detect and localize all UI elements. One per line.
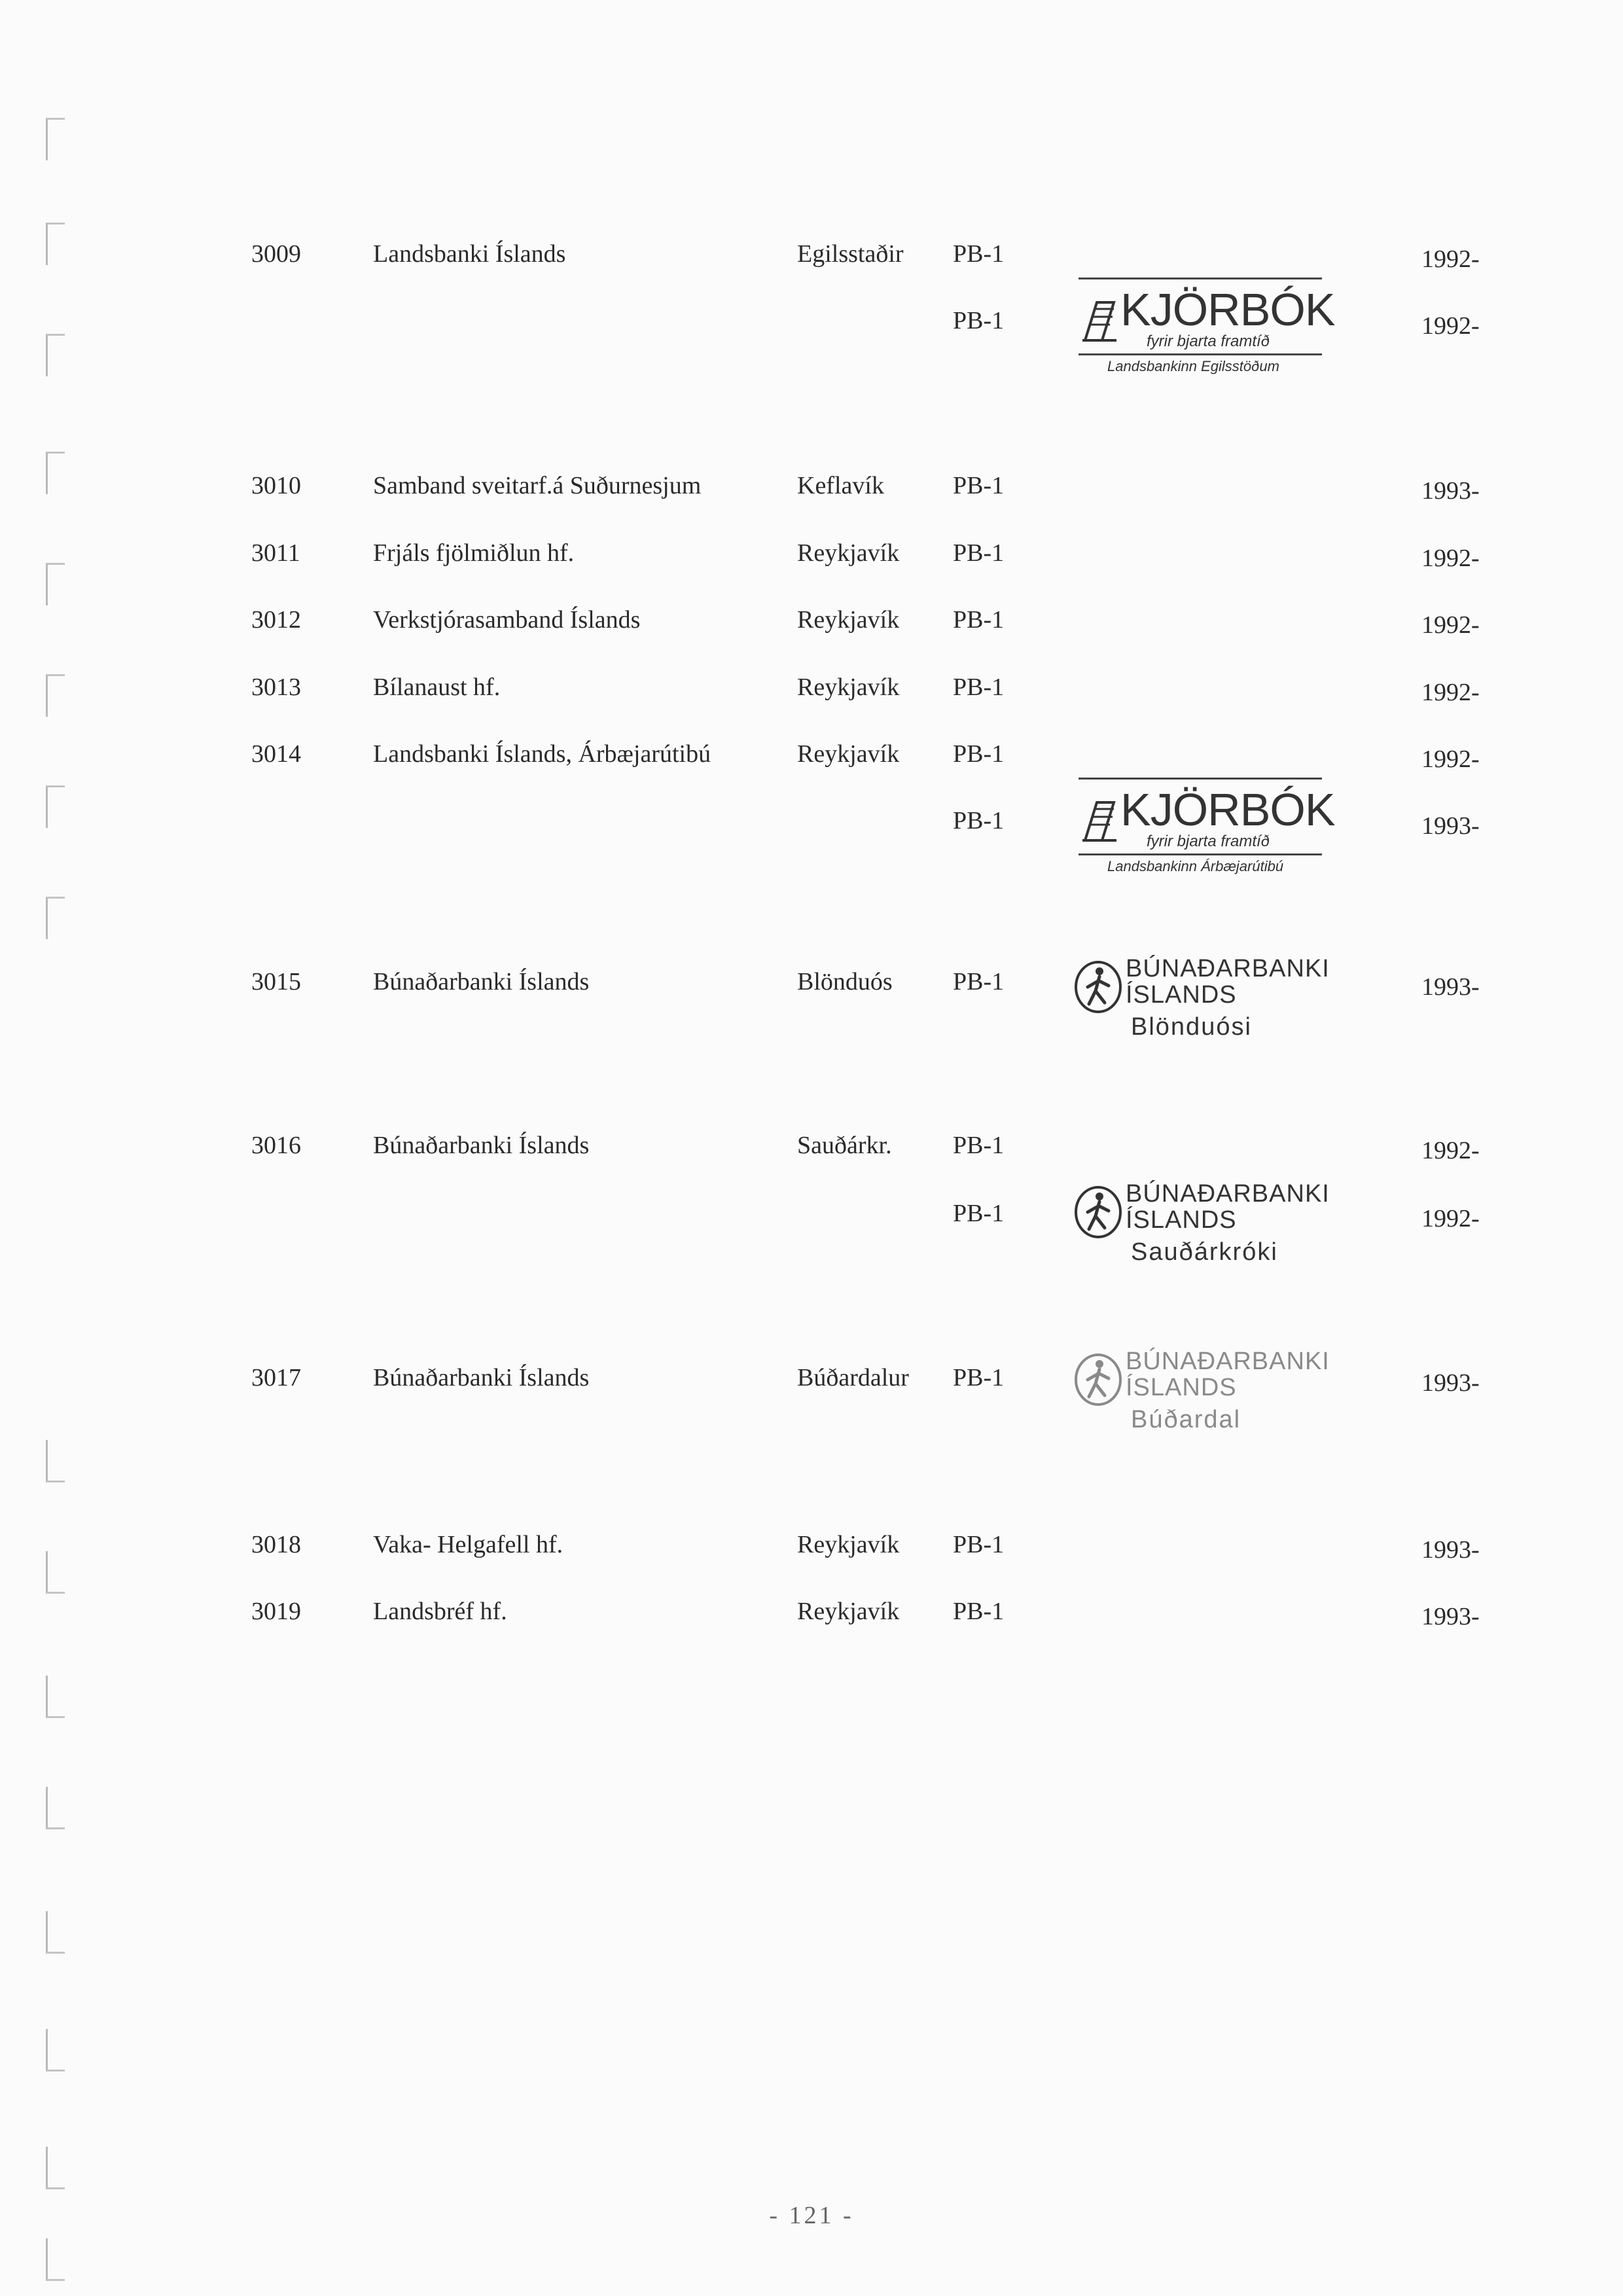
table-row xyxy=(0,1194,1623,1233)
landsbanki-logo-icon xyxy=(1081,798,1118,843)
meter-stamp-bunadarbanki xyxy=(1041,953,1348,1064)
year-range: 1992- xyxy=(1421,611,1480,639)
place-name: Sauðárkr. xyxy=(797,1132,892,1159)
company-name: Landsbréf hf. xyxy=(373,1598,507,1625)
table-row xyxy=(0,1525,1623,1564)
company-name: Bílanaust hf. xyxy=(373,673,501,701)
table-row xyxy=(0,1592,1623,1631)
table-row xyxy=(0,466,1623,505)
entry-number: 3019 xyxy=(251,1598,301,1625)
table-row xyxy=(0,734,1623,774)
year-range: 1993- xyxy=(1421,1369,1480,1397)
stamp-brand: KJÖRBÓK xyxy=(1120,284,1335,335)
place-name: Egilsstaðir xyxy=(797,240,904,268)
stamp-branch: Blönduósi xyxy=(1131,1013,1252,1041)
machine-type: PB-1 xyxy=(953,472,1005,499)
binding-mark xyxy=(46,1787,65,1829)
binding-mark xyxy=(46,1911,65,1954)
year-range: 1993- xyxy=(1421,477,1480,505)
year-range: 1993- xyxy=(1421,1536,1480,1564)
machine-type: PB-1 xyxy=(953,968,1005,996)
table-row xyxy=(0,533,1623,573)
stamp-tagline: fyrir bjarta framtíð xyxy=(1147,833,1270,850)
year-range: 1992- xyxy=(1421,1205,1480,1232)
year-range: 1993- xyxy=(1421,1603,1480,1630)
place-name: Reykjavík xyxy=(797,1598,900,1625)
table-row xyxy=(0,600,1623,639)
stamp-branch: Sauðárkróki xyxy=(1131,1238,1278,1266)
meter-stamp-bunadarbanki xyxy=(1041,1178,1348,1289)
stamp-frame-line xyxy=(1079,778,1322,780)
table-row xyxy=(0,234,1623,274)
table-row xyxy=(0,962,1623,1001)
place-name: Keflavík xyxy=(797,472,884,499)
entry-number: 3018 xyxy=(251,1531,301,1558)
stamp-bank-name: BÚNAÐARBANKI xyxy=(1126,1180,1330,1208)
entry-number: 3011 xyxy=(251,539,300,567)
binding-mark xyxy=(46,1676,65,1718)
binding-mark xyxy=(46,2238,65,2281)
place-name: Reykjavík xyxy=(797,740,900,768)
table-row xyxy=(0,801,1623,840)
machine-type: PB-1 xyxy=(953,1531,1005,1558)
stamp-tagline: fyrir bjarta framtíð xyxy=(1147,332,1270,350)
stamp-country: ÍSLANDS xyxy=(1126,1374,1237,1401)
year-range: 1992- xyxy=(1421,679,1480,706)
stamp-country: ÍSLANDS xyxy=(1126,981,1237,1009)
binding-mark xyxy=(46,2147,65,2189)
stamp-branch: Landsbankinn Egilsstöðum xyxy=(1107,358,1279,374)
machine-type: PB-1 xyxy=(953,606,1005,634)
machine-type: PB-1 xyxy=(953,1200,1005,1227)
year-range: 1992- xyxy=(1421,312,1480,340)
year-range: 1993- xyxy=(1421,973,1480,1001)
stamp-branch: Landsbankinn Árbæjarútibú xyxy=(1107,858,1284,874)
machine-type: PB-1 xyxy=(953,740,1005,768)
entry-number: 3013 xyxy=(251,673,301,701)
year-range: 1992- xyxy=(1421,245,1480,273)
company-name: Búnaðarbanki Íslands xyxy=(373,1132,590,1159)
sower-logo-icon xyxy=(1073,957,1123,1014)
place-name: Reykjavík xyxy=(797,1531,900,1558)
page-number: - 121 - xyxy=(769,2202,854,2229)
company-name: Búnaðarbanki Íslands xyxy=(373,1364,590,1391)
table-row xyxy=(0,668,1623,707)
stamp-bank-name: BÚNAÐARBANKI xyxy=(1126,1348,1330,1375)
company-name: Landsbanki Íslands xyxy=(373,240,566,268)
place-name: Reykjavík xyxy=(797,673,900,701)
stamp-frame-line xyxy=(1079,353,1322,355)
table-row xyxy=(0,1358,1623,1397)
binding-mark xyxy=(46,1440,65,1482)
stamp-frame-line xyxy=(1079,853,1322,855)
landsbanki-logo-icon xyxy=(1081,298,1118,343)
company-name: Búnaðarbanki Íslands xyxy=(373,968,590,996)
entry-number: 3016 xyxy=(251,1132,301,1159)
entry-number: 3009 xyxy=(251,240,301,268)
place-name: Blönduós xyxy=(797,968,893,996)
place-name: Reykjavík xyxy=(797,606,900,634)
stamp-brand: KJÖRBÓK xyxy=(1120,784,1335,835)
machine-type: PB-1 xyxy=(953,1132,1005,1159)
place-name: Búðardalur xyxy=(797,1364,909,1391)
machine-type: PB-1 xyxy=(953,1598,1005,1625)
meter-stamp-kjorbok xyxy=(1041,272,1348,384)
company-name: Frjáls fjölmiðlun hf. xyxy=(373,539,575,567)
stamp-branch: Búðardal xyxy=(1131,1406,1241,1433)
company-name: Vaka- Helgafell hf. xyxy=(373,1531,563,1558)
machine-type: PB-1 xyxy=(953,673,1005,701)
sower-logo-icon xyxy=(1073,1350,1123,1407)
place-name: Reykjavík xyxy=(797,539,900,567)
meter-stamp-kjorbok xyxy=(1041,772,1348,884)
year-range: 1992- xyxy=(1421,745,1480,773)
company-name: Verkstjórasamband Íslands xyxy=(373,606,641,634)
company-name: Samband sveitarf.á Suðurnesjum xyxy=(373,472,702,499)
year-range: 1992- xyxy=(1421,1137,1480,1164)
stamp-bank-name: BÚNAÐARBANKI xyxy=(1126,955,1330,982)
entry-number: 3015 xyxy=(251,968,301,996)
binding-mark xyxy=(46,897,65,939)
stamp-frame-line xyxy=(1079,278,1322,279)
machine-type: PB-1 xyxy=(953,1364,1005,1391)
binding-mark xyxy=(46,118,65,160)
entry-number: 3010 xyxy=(251,472,301,499)
stamp-country: ÍSLANDS xyxy=(1126,1206,1237,1234)
machine-type: PB-1 xyxy=(953,807,1005,834)
year-range: 1992- xyxy=(1421,545,1480,572)
machine-type: PB-1 xyxy=(953,539,1005,567)
binding-mark xyxy=(46,2029,65,2072)
table-row xyxy=(0,1126,1623,1165)
year-range: 1993- xyxy=(1421,812,1480,840)
entry-number: 3012 xyxy=(251,606,301,634)
entry-number: 3014 xyxy=(251,740,301,768)
entry-number: 3017 xyxy=(251,1364,301,1391)
machine-type: PB-1 xyxy=(953,307,1005,334)
meter-stamp-bunadarbanki xyxy=(1041,1346,1348,1457)
table-row xyxy=(0,301,1623,340)
machine-type: PB-1 xyxy=(953,240,1005,268)
sower-logo-icon xyxy=(1073,1182,1123,1240)
company-name: Landsbanki Íslands, Árbæjarútibú xyxy=(373,740,711,768)
